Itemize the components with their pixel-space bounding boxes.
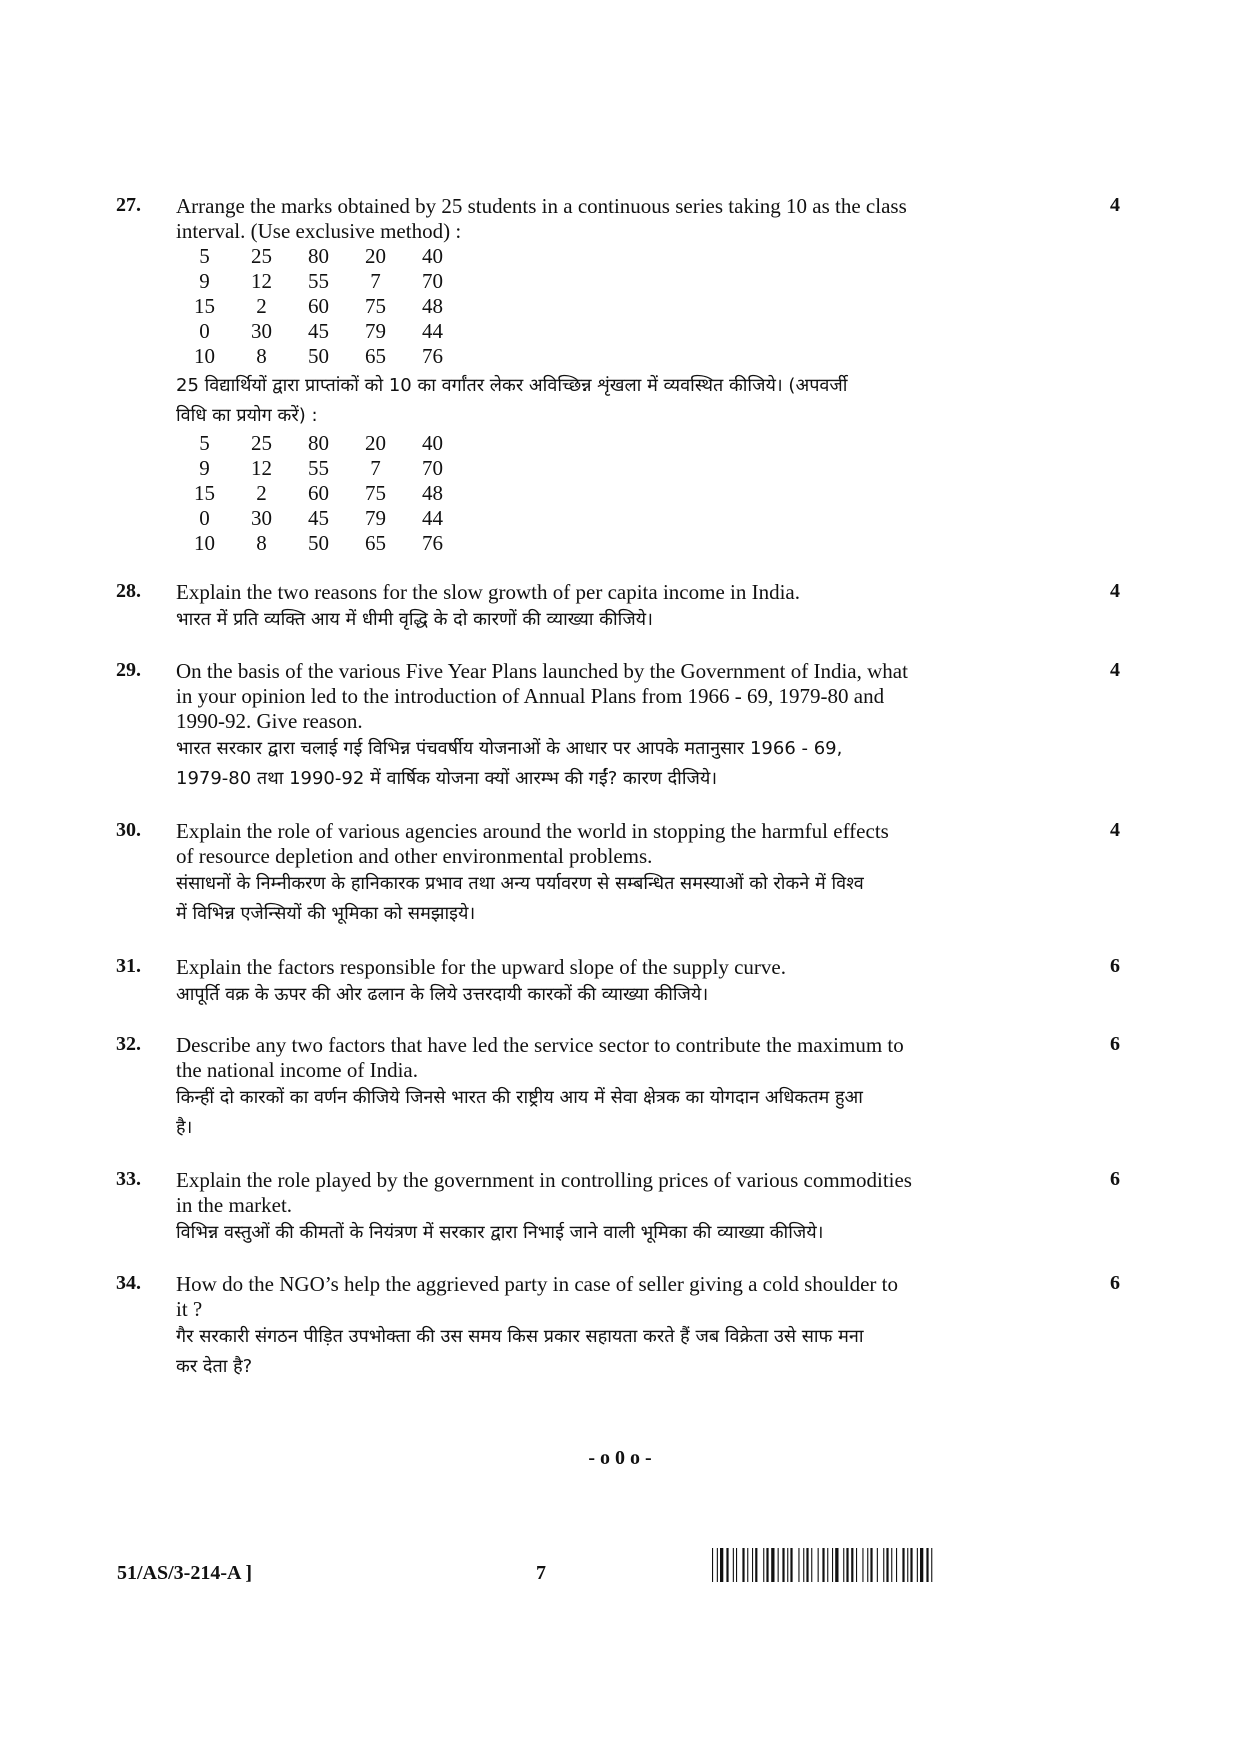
barcode-bar — [782, 1548, 784, 1582]
table-cell: 25 — [251, 431, 272, 455]
table-cell: 60 — [308, 481, 329, 505]
table-cell: 48 — [422, 481, 443, 505]
hindi-text-line: है। — [176, 1117, 193, 1138]
table-row — [176, 506, 461, 531]
barcode-bar — [867, 1548, 868, 1582]
question-marks: 4 — [1110, 659, 1120, 681]
table-row — [176, 269, 461, 294]
english-text-line: Explain the role of various agencies around the world in stopping the harmful effects — [176, 819, 889, 843]
table-cell: 5 — [199, 244, 210, 268]
question-marks: 6 — [1110, 1272, 1120, 1294]
barcode-bar — [931, 1548, 932, 1582]
table-cell: 8 — [256, 344, 267, 368]
table-cell: 80 — [308, 431, 329, 455]
barcode-bar — [752, 1548, 753, 1582]
table-cell: 45 — [308, 319, 329, 343]
table-cell: 12 — [251, 269, 272, 293]
hindi-text-line: 1979-80 तथा 1990-92 में वार्षिक योजना क्यों आरम्भ की गईं? कारण दीजिये। — [176, 768, 718, 789]
paper-code: 51/AS/3-214-A ] — [117, 1562, 252, 1584]
table-cell: 55 — [308, 269, 329, 293]
english-text-line: Arrange the marks obtained by 25 students in a continuous series taking 10 as the class — [176, 194, 907, 218]
barcode-bar — [798, 1548, 799, 1582]
table-cell: 65 — [365, 531, 386, 555]
table-row — [176, 456, 461, 481]
table-cell: 48 — [422, 294, 443, 318]
table-row — [176, 244, 461, 269]
hindi-text-line: विधि का प्रयोग करें) : — [176, 405, 318, 426]
table-cell: 79 — [365, 319, 386, 343]
question-body — [176, 194, 1072, 556]
barcode-bar — [886, 1548, 888, 1582]
barcode-bar — [846, 1548, 848, 1582]
barcode-bar — [712, 1548, 713, 1582]
barcode-bar — [843, 1548, 844, 1582]
hindi-text-line: में विभिन्न एजेन्सियों की भूमिका को समझाइये। — [176, 903, 476, 924]
table-cell: 70 — [422, 456, 443, 480]
question-number: 33. — [116, 1168, 141, 1190]
table-cell: 30 — [251, 506, 272, 530]
barcode-bar — [787, 1548, 788, 1582]
english-text-line: in the market. — [176, 1193, 293, 1217]
barcode-bar — [926, 1548, 928, 1582]
question-number: 31. — [116, 955, 141, 977]
table-cell: 76 — [422, 531, 443, 555]
question-number: 27. — [116, 194, 141, 216]
table-cell: 9 — [199, 269, 210, 293]
question-marks: 4 — [1110, 819, 1120, 841]
barcode — [712, 1548, 1012, 1582]
table-cell: 79 — [365, 506, 386, 530]
barcode-bar — [726, 1548, 728, 1582]
table-cell: 7 — [370, 456, 381, 480]
page-number: 7 — [536, 1562, 546, 1584]
english-text-line: How do the NGO’s help the aggrieved party in case of seller giving a cold shoulder to — [176, 1272, 898, 1296]
table-row — [176, 531, 461, 556]
barcode-bar — [896, 1548, 897, 1582]
barcode-bar — [778, 1548, 779, 1582]
table-cell: 15 — [194, 294, 215, 318]
english-text-line: 1990-92. Give reason. — [176, 709, 363, 733]
barcode-bar — [763, 1548, 764, 1582]
hindi-text-line: किन्हीं दो कारकों का वर्णन कीजिये जिनसे भारत की राष्ट्रीय आय में सेवा क्षेत्रक का योगदान अधिकतम हुआ — [176, 1087, 863, 1108]
question-body — [176, 1272, 1072, 1382]
question-marks: 4 — [1110, 194, 1120, 216]
barcode-bar — [902, 1548, 904, 1582]
barcode-bar — [771, 1548, 774, 1582]
table-cell: 12 — [251, 456, 272, 480]
barcode-bar — [766, 1548, 768, 1582]
english-text-line: it ? — [176, 1297, 203, 1321]
hindi-text-line: भारत में प्रति व्यक्ति आय में धीमी वृद्धि के दो कारणों की व्याख्या कीजिये। — [176, 609, 653, 630]
table-cell: 20 — [365, 244, 386, 268]
barcode-bar — [856, 1548, 857, 1582]
table-row — [176, 319, 461, 344]
marks-table-hindi — [176, 431, 461, 556]
question-body — [176, 819, 1072, 929]
hindi-text-line: गैर सरकारी संगठन पीड़ित उपभोक्ता की उस समय किस प्रकार सहायता करते हैं जब विक्रेता उसे साफ मना — [176, 1326, 864, 1347]
table-cell: 70 — [422, 269, 443, 293]
table-cell: 25 — [251, 244, 272, 268]
table-cell: 80 — [308, 244, 329, 268]
table-cell: 10 — [194, 531, 215, 555]
table-cell: 40 — [422, 431, 443, 455]
table-cell: 2 — [256, 294, 267, 318]
table-cell: 50 — [308, 531, 329, 555]
question-number: 32. — [116, 1033, 141, 1055]
english-text-line: Explain the two reasons for the slow growth of per capita income in India. — [176, 580, 800, 604]
barcode-bar — [851, 1548, 853, 1582]
hindi-text-line: 25 विद्यार्थियों द्वारा प्राप्तांकों को 10 का वर्गांतर लेकर अविच्छिन्न शृंखला में व्यवस्थित कीजिये। (अपवर्जी — [176, 375, 848, 396]
barcode-bar — [747, 1548, 748, 1582]
barcode-bar — [717, 1548, 718, 1582]
barcode-bar — [883, 1548, 884, 1582]
barcode-bar — [835, 1548, 838, 1582]
question-number: 28. — [116, 580, 141, 602]
table-cell: 30 — [251, 319, 272, 343]
table-cell: 5 — [199, 431, 210, 455]
table-cell: 15 — [194, 481, 215, 505]
table-cell: 0 — [199, 506, 210, 530]
english-text-line: Explain the role played by the government in controlling prices of various commodities — [176, 1168, 912, 1192]
barcode-bar — [877, 1548, 878, 1582]
question-number: 30. — [116, 819, 141, 841]
table-cell: 9 — [199, 456, 210, 480]
barcode-bar — [827, 1548, 828, 1582]
table-cell: 44 — [422, 506, 443, 530]
barcode-bar — [862, 1548, 863, 1582]
hindi-text-line: संसाधनों के निम्नीकरण के हानिकारक प्रभाव तथा अन्य पर्यावरण से सम्बन्धित समस्याओं को रोकने में विश्व — [176, 873, 864, 894]
english-text-line: Explain the factors responsible for the upward slope of the supply curve. — [176, 955, 786, 979]
table-row — [176, 431, 461, 456]
table-cell: 20 — [365, 431, 386, 455]
table-cell: 45 — [308, 506, 329, 530]
barcode-bar — [720, 1548, 723, 1582]
table-row — [176, 344, 461, 369]
table-cell: 55 — [308, 456, 329, 480]
english-text-line: On the basis of the various Five Year Plans launched by the Government of India, what — [176, 659, 908, 683]
barcode-bar — [891, 1548, 892, 1582]
question-number: 34. — [116, 1272, 141, 1294]
question-body — [176, 659, 1072, 794]
question-body — [176, 580, 1072, 635]
hindi-text-line: आपूर्ति वक्र के ऊपर की ओर ढलान के लिये उत्तरदायी कारकों की व्याख्या कीजिये। — [176, 984, 709, 1005]
question-marks: 6 — [1110, 955, 1120, 977]
question-marks: 4 — [1110, 580, 1120, 602]
barcode-bar — [822, 1548, 824, 1582]
question-body — [176, 1033, 1072, 1143]
table-cell: 7 — [370, 269, 381, 293]
table-cell: 10 — [194, 344, 215, 368]
table-cell: 2 — [256, 481, 267, 505]
table-cell: 44 — [422, 319, 443, 343]
english-text-line: the national income of India. — [176, 1058, 419, 1082]
hindi-text-line: विभिन्न वस्तुओं की कीमतों के नियंत्रण में सरकार द्वारा निभाई जाने वाली भूमिका की व्याख्या कीजिये। — [176, 1222, 824, 1243]
barcode-bar — [803, 1548, 804, 1582]
table-cell: 75 — [365, 481, 386, 505]
barcode-bar — [806, 1548, 808, 1582]
question-marks: 6 — [1110, 1033, 1120, 1055]
question-number: 29. — [116, 659, 141, 681]
barcode-bar — [790, 1548, 792, 1582]
table-cell: 50 — [308, 344, 329, 368]
table-cell: 76 — [422, 344, 443, 368]
question-marks: 6 — [1110, 1168, 1120, 1190]
table-cell: 75 — [365, 294, 386, 318]
table-row — [176, 481, 461, 506]
barcode-bar — [736, 1548, 737, 1582]
table-cell: 65 — [365, 344, 386, 368]
end-of-paper-mark: - o 0 o - — [588, 1447, 652, 1469]
question-body — [176, 955, 1072, 1010]
hindi-text-line: भारत सरकार द्वारा चलाई गई विभिन्न पंचवर्षीय योजनाओं के आधार पर आपके मतानुसार 1966 - 69, — [176, 738, 843, 759]
english-text-line: in your opinion led to the introduction of Annual Plans from 1966 - 69, 1979-80 and — [176, 684, 885, 708]
barcode-bar — [818, 1548, 819, 1582]
barcode-bar — [870, 1548, 872, 1582]
table-row — [176, 294, 461, 319]
hindi-text-line: कर देता है? — [176, 1356, 253, 1377]
table-cell: 60 — [308, 294, 329, 318]
english-text-line: Describe any two factors that have led the service sector to contribute the maximum to — [176, 1033, 904, 1057]
barcode-bar — [907, 1548, 908, 1582]
english-text-line: of resource depletion and other environmental problems. — [176, 844, 653, 868]
barcode-bar — [832, 1548, 833, 1582]
barcode-bar — [917, 1548, 918, 1582]
table-cell: 8 — [256, 531, 267, 555]
barcode-bar — [811, 1548, 812, 1582]
marks-table-english — [176, 244, 461, 369]
barcode-bar — [733, 1548, 734, 1582]
table-cell: 40 — [422, 244, 443, 268]
barcode-bar — [910, 1548, 912, 1582]
barcode-bar — [742, 1548, 744, 1582]
barcode-bar — [920, 1548, 923, 1582]
barcode-bar — [755, 1548, 757, 1582]
english-text-line: interval. (Use exclusive method) : — [176, 219, 462, 243]
table-cell: 0 — [199, 319, 210, 343]
question-body — [176, 1168, 1072, 1248]
